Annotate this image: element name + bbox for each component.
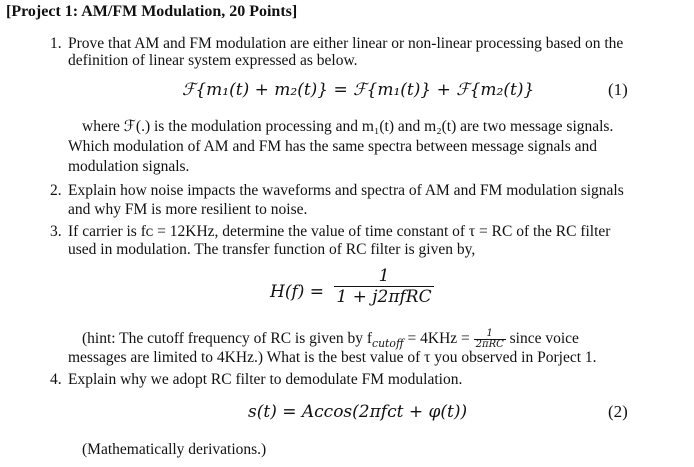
item-1-line-2: definition of linear system expressed as below.: [68, 52, 358, 69]
item-3-line-1: If carrier is fᴄ = 12KHz, determine the value of time constant of τ = RC of the RC filter: [68, 223, 611, 240]
hint-frac-den: 2πRC: [475, 339, 504, 350]
item-1-number: 1.: [50, 35, 62, 52]
hint-fraction: [474, 329, 506, 350]
item-2-number: 2.: [50, 182, 62, 199]
item-4-note: (Mathematically derivations.): [82, 441, 267, 458]
item-1-after-line-3: modulation signals.: [68, 158, 190, 175]
equation-1-number: (1): [608, 80, 628, 99]
equation-2: s(t) = Aᴄcos(2πfᴄt + φ(t)): [248, 402, 468, 422]
item-1-after-line-1: where ℱ(.) is the modulation processing and m₁(t) and m₂(t) are two message signals.: [82, 118, 614, 135]
hint-part-b: = 4KHz =: [403, 330, 474, 348]
transfer-function-fraction: [334, 266, 434, 307]
hint-line-2: messages are limited to 4KHz.) What is the best value of τ you observed in Porject 1.: [68, 349, 597, 366]
item-1-after-line-2: Which modulation of AM and FM has the same spectra between message signals and: [68, 138, 598, 155]
item-2-line-1: Explain how noise impacts the waveforms and spectra of AM and FM modulation signals: [68, 182, 624, 199]
transfer-function-numerator: 1: [378, 266, 390, 286]
equation-2-number: (2): [608, 402, 628, 421]
hint-subscript: cutoff: [372, 337, 404, 351]
item-2-line-2: and why FM is more resilient to noise.: [68, 201, 308, 218]
item-4-line-1: Explain why we adopt RC filter to demodulate FM modulation.: [68, 371, 463, 388]
equation-1: ℱ{m₁(t) + m₂(t)} = ℱ{m₁(t)} + ℱ{m₂(t)}: [182, 80, 535, 100]
item-1-line-1: Prove that AM and FM modulation are either linear or non-linear processing based on the: [68, 35, 624, 52]
transfer-function-denominator: 1 + j2πfRC: [336, 287, 432, 307]
hint-part-c: since voice: [505, 330, 579, 348]
hint-frac-num: 1: [486, 328, 493, 339]
item-3-line-2: used in modulation. The transfer function of RC filter is given by,: [68, 241, 476, 258]
transfer-function-lhs: H(f) =: [270, 282, 325, 302]
hint-part-a: (hint: The cutoff frequency of RC is given by f: [82, 330, 372, 348]
item-4-number: 4.: [50, 371, 62, 388]
item-3-number: 3.: [50, 223, 62, 240]
page-title: [Project 1: AM/FM Modulation, 20 Points]: [6, 3, 298, 20]
